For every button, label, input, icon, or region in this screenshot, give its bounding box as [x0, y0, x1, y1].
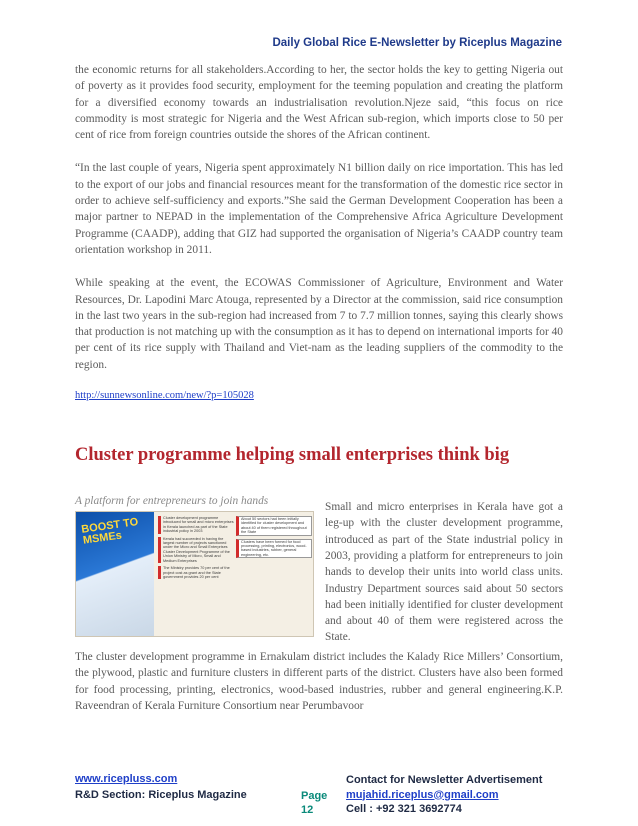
footer-left	[75, 773, 247, 801]
page-content	[75, 62, 563, 731]
infographic-box: Clusters have been formed for food processing, printing, electronics, wood-based industries, rubber, general engineering, etc.	[236, 539, 312, 559]
article-side-text: Small and micro enterprises in Kerala have got a leg-up with the cluster development programme, introduced as part of the State industrial policy in 2003, providing a platform for entrepreneurs to join hands to develop their units into world class units. Industry Department sources said about 50 sectors had been initially identified for cluster development and about 40 of them were registered across the State.	[325, 501, 563, 644]
website-link[interactable]: www.ricepluss.com	[75, 773, 178, 785]
page-label: Page	[301, 790, 328, 802]
infographic-banner	[76, 512, 154, 636]
figure-row	[75, 501, 563, 644]
infographic-box: Cluster development programme introduced for small and micro enterprises in Kerala launched as part of the State industrial policy in 2003	[158, 516, 234, 534]
msme-infographic	[75, 511, 314, 637]
paragraph-3: While speaking at the event, the ECOWAS Commissioner of Agriculture, Environment and Water Resources, Dr. Lapodini Marc Atouga, represented by a Director at the commission, said rice consumption in the last two years in the sub-region had increased from 7 to 7.7 million tonnes, saying this clearly shows that production is not matching up with the consumption as it has to depend on international imports for 40 per cent of its rice supply with Thailand and Viet-nam as the leading suppliers of the commodity to the region.	[75, 277, 563, 371]
section-label: R&D Section: Riceplus Magazine	[75, 789, 247, 801]
infographic-box: About 50 sectors had been initially identified for cluster development and about 40 of them registered throughout the State	[236, 516, 312, 536]
footer-contact	[346, 773, 542, 817]
paragraph-1: the economic returns for all stakeholders.According to her, the sector holds the key to getting Nigeria out of poverty as it provides food security, employment for the teeming population and creating the platform for a diversified economy towards an industrialisation revolution.Njeze said, “this focus on rice commodity is most strategic for Nigeria and the West African sub-region, which imports close to 50 per cent of rice from foreign countries outside the shores of the African continent.	[75, 64, 563, 142]
cell-number: Cell : +92 321 3692774	[346, 803, 462, 815]
infographic-left-column	[158, 516, 234, 582]
article-subtitle: A platform for entrepreneurs to join hands	[75, 495, 269, 508]
page-number-value: 12	[301, 804, 314, 816]
banner-text: BOOST TO MSMEs	[80, 516, 140, 547]
newsletter-header: Daily Global Rice E-Newsletter by Riceplus Magazine	[272, 37, 562, 49]
article-bottom-text: The cluster development programme in Ernakulam district includes the Kalady Rice Millers’ Consortium, the plywood, plastic and furniture clusters in different parts of the district. Clusters have also been formed for food processing, printing, electronics, wood-based industries, rubber and general engineering.K.P. Raveendran of Kerala Furniture Consortium near Perumbavoor	[75, 651, 563, 712]
source-link[interactable]: http://sunnewsonline.com/new/?p=105028	[75, 390, 254, 402]
contact-title: Contact for Newsletter Advertisement	[346, 774, 543, 786]
page-footer	[75, 773, 565, 823]
infographic-box: Kerala had succeeded in having the largest number of projects sanctioned under the Micro and Small Enterprises Cluster Development Programme of the Union Ministry of Micro, Small and Medium Enterprises	[158, 537, 234, 563]
email-link[interactable]: mujahid.riceplus@gmail.com	[346, 788, 499, 801]
article-title: Cluster programme helping small enterprises think big	[75, 445, 510, 466]
paragraph-2: “In the last couple of years, Nigeria spent approximately N1 billion daily on rice importation. This has led to the export of our jobs and financial resources meant for the transformation of the domestic rice sector in order to achieve self-sufficiency and exports.”She said the German Development Cooperation has been a major partner to NEPAD in the implementation of the Comprehensive Africa Agriculture Development Programme (CAADP), adding that GIZ had supported the organisation of Nigeria’s CAADP country team orientation workshop in 2011.	[75, 162, 563, 256]
infographic-box: The Ministry provides 70 per cent of the project cost as grant and the State government provides 20 per cent	[158, 566, 234, 579]
infographic-right-column	[236, 516, 312, 561]
page-number	[301, 789, 327, 817]
